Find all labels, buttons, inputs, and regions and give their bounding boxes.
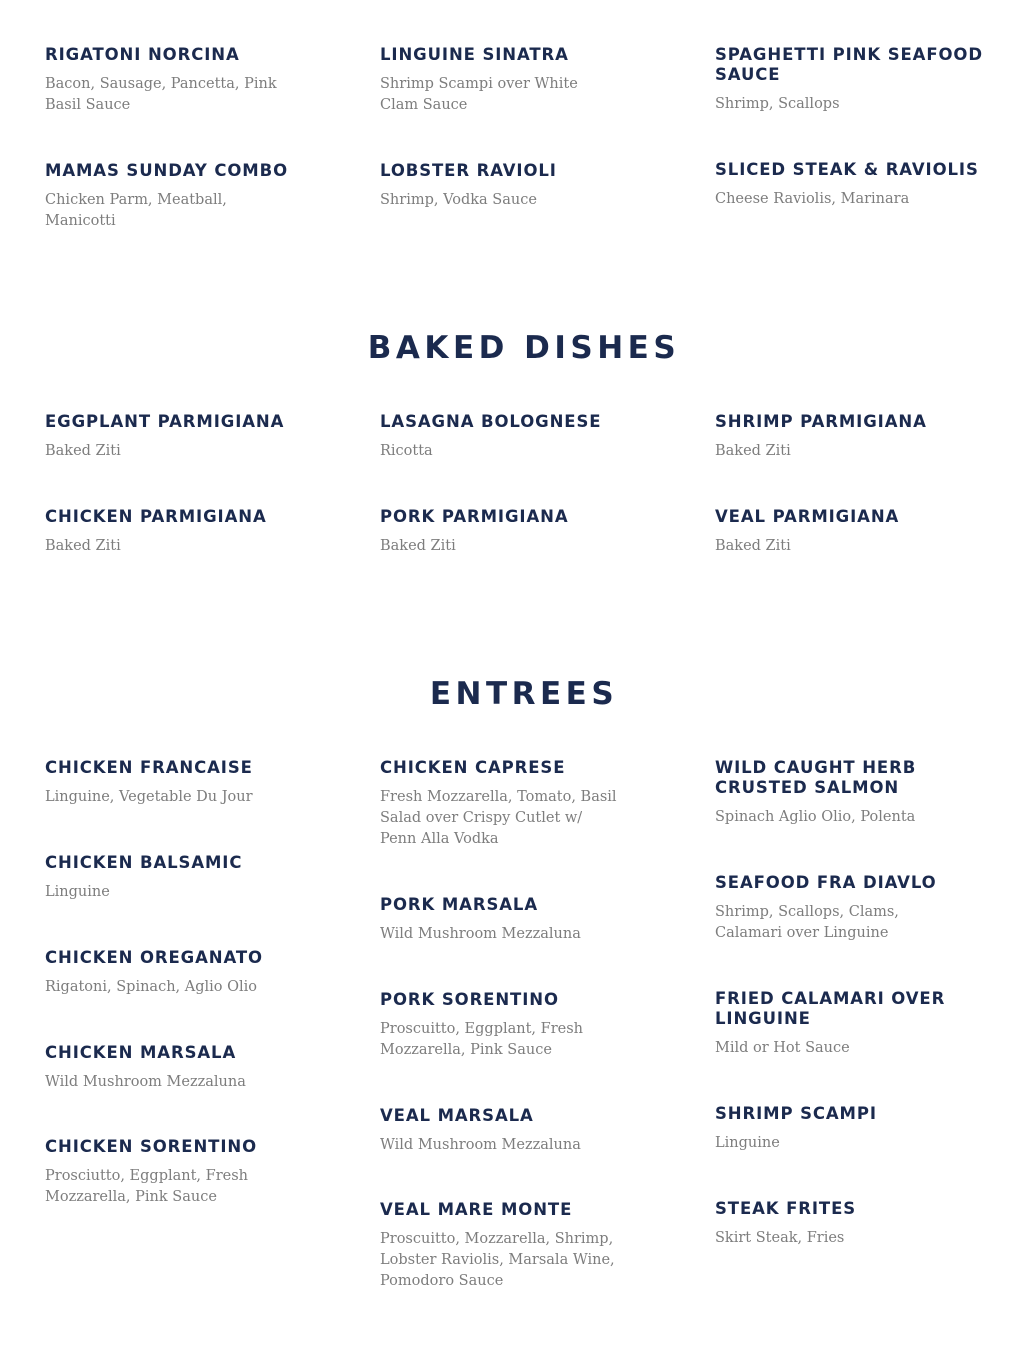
- item-name: VEAL MARSALA: [380, 1106, 534, 1125]
- item-description: Fresh Mozzarella, Tomato, Basil Salad over Crispy Cutlet w/ Penn Alla Vodka: [380, 789, 617, 847]
- menu-item: [715, 989, 990, 1059]
- item-name: LOBSTER RAVIOLI: [380, 161, 557, 180]
- item-description: Baked Ziti: [45, 443, 121, 459]
- menu-item: [380, 161, 650, 211]
- item-description: Chicken Parm, Meatball, Manicotti: [45, 192, 227, 229]
- item-description: Mild or Hot Sauce: [715, 1040, 850, 1056]
- menu-item: [45, 853, 315, 903]
- item-description: Spinach Aglio Olio, Polenta: [715, 809, 916, 825]
- menu-item: [380, 758, 650, 850]
- item-description: Linguine, Vegetable Du Jour: [45, 789, 253, 805]
- item-description: Rigatoni, Spinach, Aglio Olio: [45, 979, 258, 995]
- item-description: Baked Ziti: [45, 538, 121, 554]
- item-name: CHICKEN CAPRESE: [380, 758, 566, 777]
- section-title: ENTREES: [429, 676, 619, 712]
- item-name: VEAL MARE MONTE: [380, 1200, 573, 1219]
- item-description: Wild Mushroom Mezzaluna: [45, 1074, 246, 1090]
- item-description: Bacon, Sausage, Pancetta, Pink Basil Sauce: [45, 76, 277, 113]
- item-name: WILD CAUGHT HERB CRUSTED SALMON: [715, 758, 917, 797]
- item-name: RIGATONI NORCINA: [45, 45, 240, 64]
- menu-item: [715, 160, 990, 210]
- item-description: Prosciutto, Eggplant, Fresh Mozzarella, Pink Sauce: [45, 1168, 249, 1205]
- item-name: SEAFOOD FRA DIAVLO: [715, 873, 937, 892]
- menu-item: [715, 45, 990, 115]
- item-description: Wild Mushroom Mezzaluna: [380, 1137, 581, 1153]
- item-name: CHICKEN BALSAMIC: [45, 853, 243, 872]
- item-name: CHICKEN OREGANATO: [45, 948, 263, 967]
- menu-item: [45, 948, 315, 998]
- menu-item: [45, 758, 315, 808]
- menu-item: [45, 507, 315, 557]
- item-description: Baked Ziti: [715, 443, 791, 459]
- cut-off-previous-row: [0, 0, 1010, 2]
- item-description: Baked Ziti: [380, 538, 456, 554]
- item-name: LASAGNA BOLOGNESE: [380, 412, 602, 431]
- item-description: Linguine: [715, 1135, 780, 1151]
- item-name: CHICKEN PARMIGIANA: [45, 507, 267, 526]
- item-description: Linguine: [45, 884, 110, 900]
- item-name: MAMAS SUNDAY COMBO: [45, 161, 289, 180]
- menu-item: [45, 1137, 315, 1208]
- item-name: SPAGHETTI PINK SEAFOOD SAUCE: [715, 45, 983, 84]
- menu-item: [380, 1200, 650, 1292]
- item-description: Wild Mushroom Mezzaluna: [380, 926, 581, 942]
- item-description: Shrimp, Vodka Sauce: [380, 192, 537, 208]
- item-description: Cheese Raviolis, Marinara: [715, 191, 910, 207]
- item-name: FRIED CALAMARI OVER LINGUINE: [715, 989, 946, 1028]
- item-name: STEAK FRITES: [715, 1199, 857, 1218]
- menu-item: [715, 873, 990, 944]
- item-name: SHRIMP PARMIGIANA: [715, 412, 927, 431]
- menu-item: [45, 161, 315, 232]
- menu-item: [715, 1104, 990, 1154]
- menu-item: [380, 1106, 650, 1156]
- item-description: Ricotta: [380, 443, 433, 459]
- item-name: CHICKEN SORENTINO: [45, 1137, 258, 1156]
- item-name: VEAL PARMIGIANA: [715, 507, 900, 526]
- item-name: SHRIMP SCAMPI: [715, 1104, 877, 1123]
- item-description: Proscuitto, Eggplant, Fresh Mozzarella, Pink Sauce: [380, 1021, 584, 1058]
- menu-item: [45, 45, 315, 116]
- item-name: CHICKEN FRANCAISE: [45, 758, 253, 777]
- item-name: EGGPLANT PARMIGIANA: [45, 412, 285, 431]
- item-name: SLICED STEAK & RAVIOLIS: [715, 160, 979, 179]
- item-description: Baked Ziti: [715, 538, 791, 554]
- item-description: Proscuitto, Mozzarella, Shrimp, Lobster Raviolis, Marsala Wine, Pomodoro Sauce: [380, 1231, 615, 1289]
- menu-item: [715, 1199, 990, 1249]
- menu-item: [380, 895, 650, 945]
- item-name: CHICKEN MARSALA: [45, 1043, 237, 1062]
- menu-item: [45, 1043, 315, 1093]
- item-description: Shrimp, Scallops: [715, 96, 840, 112]
- item-name: PORK MARSALA: [380, 895, 538, 914]
- item-description: Shrimp, Scallops, Clams, Calamari over Linguine: [715, 904, 899, 941]
- menu-item: [715, 412, 990, 462]
- item-name: PORK SORENTINO: [380, 990, 559, 1009]
- menu-item: [715, 507, 990, 557]
- menu-item: [45, 412, 315, 462]
- item-name: PORK PARMIGIANA: [380, 507, 569, 526]
- section-title: BAKED DISHES: [367, 330, 681, 366]
- item-description: Shrimp Scampi over White Clam Sauce: [380, 76, 578, 113]
- menu-item: [380, 412, 650, 462]
- item-description: Skirt Steak, Fries: [715, 1230, 845, 1246]
- item-name: LINGUINE SINATRA: [380, 45, 569, 64]
- menu-item: [380, 45, 650, 116]
- menu-item: [380, 990, 650, 1061]
- menu-item: [715, 758, 990, 828]
- menu-item: [380, 507, 650, 557]
